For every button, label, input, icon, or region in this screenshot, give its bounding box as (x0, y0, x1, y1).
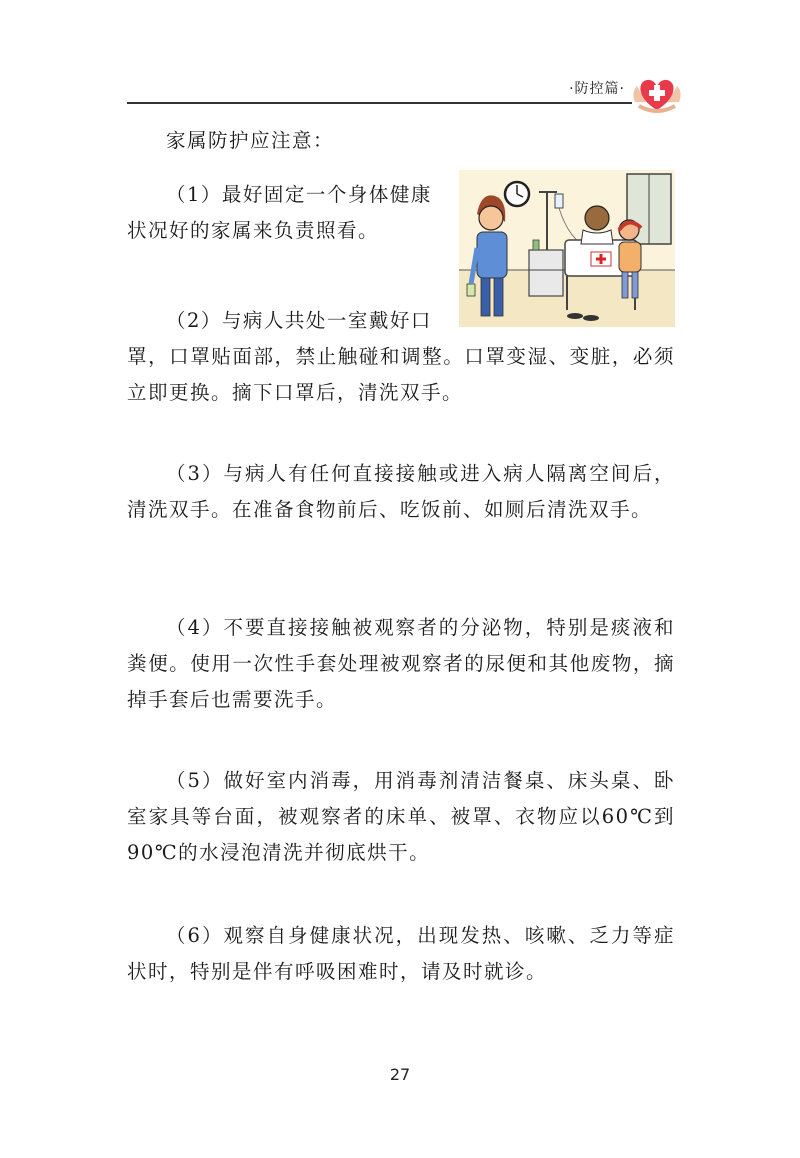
family-caregiving-illustration-icon (459, 170, 675, 327)
section-label: ·防控篇· (569, 81, 625, 97)
item-5-text: （5）做好室内消毒，用消毒剂清洁餐桌、床头桌、卧室家具等台面，被观察者的床单、被罩、衣物应以60℃到90℃的水浸泡清洗并彻底烘干。 (127, 769, 675, 864)
item-4-text: （4）不要直接接触被观察者的分泌物，特别是痰液和粪便。使用一次性手套处理被观察者的尿便和其他废物，摘掉手套后也需要洗手。 (127, 616, 675, 711)
item-1-line-b: 状况好的家属来负责照看。 (127, 219, 380, 242)
item-2-line-b: 罩，口罩贴面部，禁止触碰和调整。口罩变湿、变脏，必须立即更换。摘下口罩后，清洗双手。 (127, 345, 675, 404)
page-number: 27 (389, 1065, 411, 1084)
heart-hands-logo-icon (627, 72, 687, 116)
header-rule (127, 102, 632, 104)
item-2-line-a: （2）与病人共处一室戴好口 (166, 309, 432, 332)
item-3-text: （3）与病人有任何直接接触或进入病人隔离空间后，清洗双手。在准备食物前后、吃饭前、如厕后清洗双手。 (127, 462, 675, 521)
page-header (127, 72, 687, 112)
item-1-line-a: （1）最好固定一个身体健康 (166, 183, 432, 206)
item-6-text: （6）观察自身健康状况，出现发热、咳嗽、乏力等症状时，特别是伴有呼吸困难时，请及时就诊。 (127, 924, 675, 983)
section-heading: 家属防护应注意： (166, 129, 335, 152)
